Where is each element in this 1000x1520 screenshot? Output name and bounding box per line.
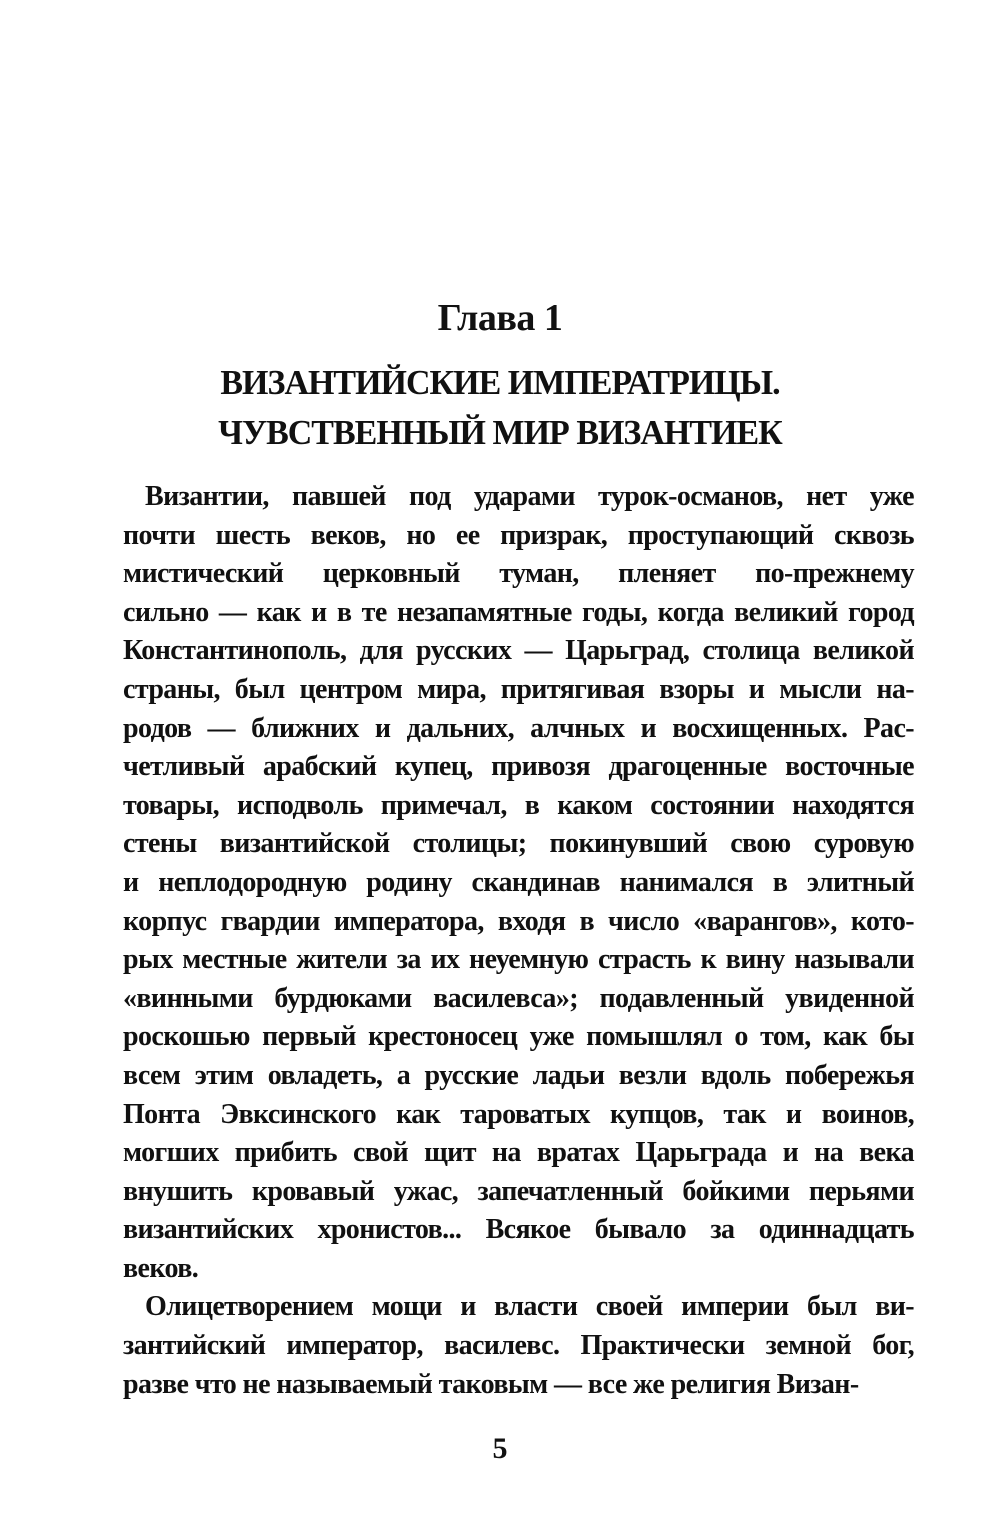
paragraph	[123, 1288, 914, 1404]
text-line: стены византийской столицы; покинувший свою суровую	[123, 828, 914, 860]
text-line: сильно — как и в те незапамятные годы, когда великий город	[123, 596, 914, 628]
body-text	[123, 478, 914, 1404]
text-line: страны, был центром мира, притягивая взоры и мысли на-	[123, 673, 914, 705]
text-line: и неплодородную родину скандинав нанимался в элитный	[123, 866, 914, 898]
text-line: четливый арабский купец, привозя драгоценные восточные	[123, 751, 914, 783]
text-line: товары, исподволь примечал, в каком состоянии находятся	[123, 789, 914, 821]
chapter-title-line: ВИЗАНТИЙСКИЕ ИМПЕРАТРИЦЫ.	[220, 363, 780, 402]
text-line: Константинополь, для русских — Царьград, столица великой	[123, 635, 914, 667]
text-line: Олицетворением мощи и власти своей империи был ви-	[145, 1291, 914, 1323]
text-line: Византии, павшей под ударами турок-османов, нет уже	[145, 481, 914, 512]
text-line: всем этим овладеть, а русские ладьи везли вдоль побережья	[123, 1059, 914, 1091]
text-line: внушить кровавый ужас, запечатленный бойкими перьями	[123, 1175, 914, 1207]
text-line: мистический церковный туман, пленяет по-прежнему	[123, 558, 914, 590]
chapter-title-line: ЧУВСТВЕННЫЙ МИР ВИЗАНТИЕК	[218, 413, 782, 452]
text-line: Понта Эвксинского как тароватых купцов, так и воинов,	[123, 1098, 914, 1130]
text-line: корпус гвардии императора, входя в число «варангов», кото-	[123, 905, 914, 937]
text-line: византийских хронистов... Всякое бывало за одиннадцать	[123, 1214, 914, 1246]
chapter-label: Глава 1	[437, 297, 563, 339]
text-line: зантийский император, василевс. Практически земной бог,	[123, 1330, 914, 1362]
text-line: роскошью первый крестоносец уже помышлял о том, как бы	[123, 1021, 914, 1053]
text-line: «винными бурдюками василевса»; подавленный увиденной	[123, 982, 914, 1014]
text-line: рых местные жители за их неуемную страсть к вину называли	[123, 944, 914, 976]
chapter-title	[15, 358, 985, 458]
text-line: родов — ближних и дальних, алчных и восхищенных. Рас-	[123, 712, 914, 744]
text-line: почти шесть веков, но ее призрак, проступающий сквозь	[123, 519, 914, 551]
text-line: разве что не называемый таковым — все же религия Визан-	[123, 1368, 859, 1400]
text-line: веков.	[123, 1252, 199, 1284]
page-number: 5	[492, 1432, 508, 1465]
text-line: могших прибить свой щит на вратах Царьграда и на века	[123, 1137, 914, 1169]
paragraph	[123, 478, 914, 1288]
